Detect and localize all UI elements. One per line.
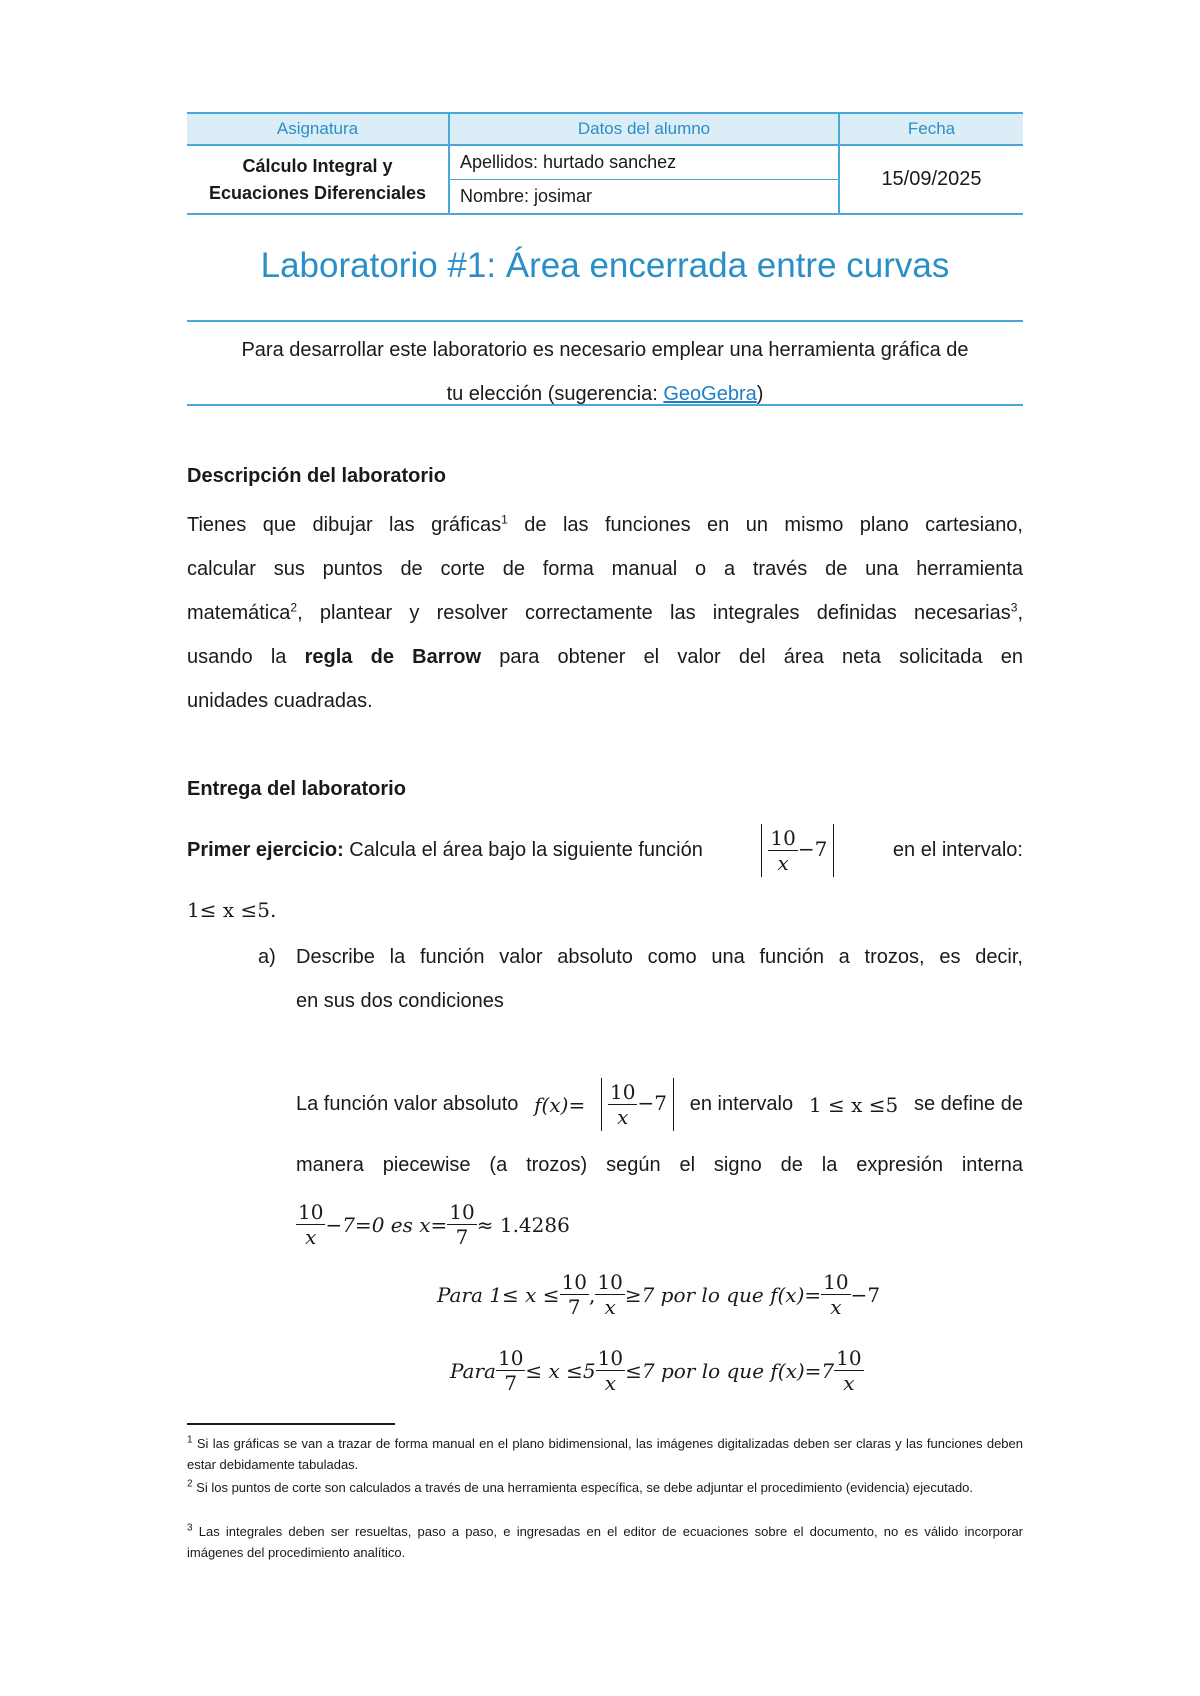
footnote-ref-1: 1 (501, 512, 508, 527)
delivery-date: 15/09/2025 (839, 145, 1023, 214)
footnote-rule (187, 1423, 395, 1425)
fx-symbol: f(x)= (534, 1092, 586, 1117)
answer-abs-function: $\frac{10}{x}$ −7 (601, 1078, 674, 1131)
page-title: Laboratorio #1: Área encerrada entre curvas (260, 246, 950, 285)
case-1-equation: Para 1≤ x ≤ $\frac{10}{7}$ , $\frac{10}{x}$ ≥7 por lo que f(x)= $\frac{10}{x}$ −7 (437, 1270, 881, 1319)
student-name: Nombre: josimar (449, 180, 839, 215)
item-a-label: a) (258, 946, 276, 968)
item-a-line-1: Describe la función valor absoluto como una función a trozos, es decir, (296, 946, 1023, 968)
header-subject-label: Asignatura (187, 113, 449, 145)
delivery-heading: Entrega del laboratorio (187, 778, 406, 800)
exercise-1-label: Primer ejercicio: (187, 839, 344, 861)
footnote-3: $^3$ Las integrales deben ser resueltas, paso a paso, e ingresadas en el editor de ecuaciones sobre el documento, no es válido incorporar imágenes del procedimiento analítico. (187, 1522, 1023, 1560)
description-heading: Descripción del laboratorio (187, 465, 446, 487)
intro-line-1: Para desarrollar este laboratorio es necesario emplear una herramienta gráfica de (241, 339, 969, 361)
intro-line-2: tu elección (sugerencia: GeoGebra) (446, 383, 764, 405)
exercise-1-interval: 1≤ x ≤5. (187, 898, 277, 922)
header-student-label: Datos del alumno (449, 113, 839, 145)
footnote-ref-3: 3 (1010, 600, 1018, 615)
zero-equation: $\frac{10}{x}$ −7=0 es x= $\frac{10}{7}$ ≈ 1.4286 (298, 1200, 570, 1249)
geogebra-link[interactable]: GeoGebra (663, 383, 757, 405)
footnote-1: $^1$ Si las gráficas se van a trazar de forma manual en el plano bidimensional, las imágenes digitalizadas deben ser claras y las funciones deben estar debidamente tabuladas. (187, 1434, 1023, 1472)
answer-line-1: La función valor absoluto f(x)= $\frac{10}{x}$ −7 en intervalo 1 ≤ x ≤5 se define de (296, 1080, 1023, 1129)
intro-box (187, 328, 1023, 416)
intro-top-rule (187, 320, 1023, 322)
case-2-equation: Para $\frac{10}{7}$ ≤ x ≤5 $\frac{10}{x}$ ≤7 por lo que f(x)=7 $\frac{10}{x}$ (450, 1346, 862, 1395)
intro-bottom-rule (187, 404, 1023, 406)
item-a-line-2: en sus dos condiciones (296, 990, 504, 1012)
exercise-1-function: $\frac{10}{x}$ −7 (761, 824, 834, 877)
answer-line-2: manera piecewise (a trozos) según el signo de la expresión interna (296, 1154, 1023, 1176)
exercise-1-statement: Primer ejercicio: Calcula el área bajo la siguiente función $\frac{10}{x}$ −7 en el intervalo: (187, 826, 1023, 875)
description-paragraph: Tienes que dibujar las gráficas$^1$ de las funciones en un mismo plano cartesiano, calcular sus puntos de corte de forma manual o a través de una herramienta matemática$^2$, plantear y resolver correctamente las integrales definidas necesarias$^3$, usando la regla de Barrow para obtener el valor del área neta solicitada en unidades cuadradas. (187, 512, 1023, 712)
header-date-label: Fecha (839, 113, 1023, 145)
student-surname: Apellidos: hurtado sanchez (449, 145, 839, 180)
footnote-2: $^2$ Si los puntos de corte son calculados a través de una herramienta específica, se debe adjuntar el procedimiento (evidencia) ejecutado. (187, 1478, 974, 1495)
footnote-ref-2: 2 (290, 600, 298, 615)
header-table (187, 112, 1023, 215)
subject-name: Cálculo Integral y Ecuaciones Diferenciales (187, 145, 449, 214)
